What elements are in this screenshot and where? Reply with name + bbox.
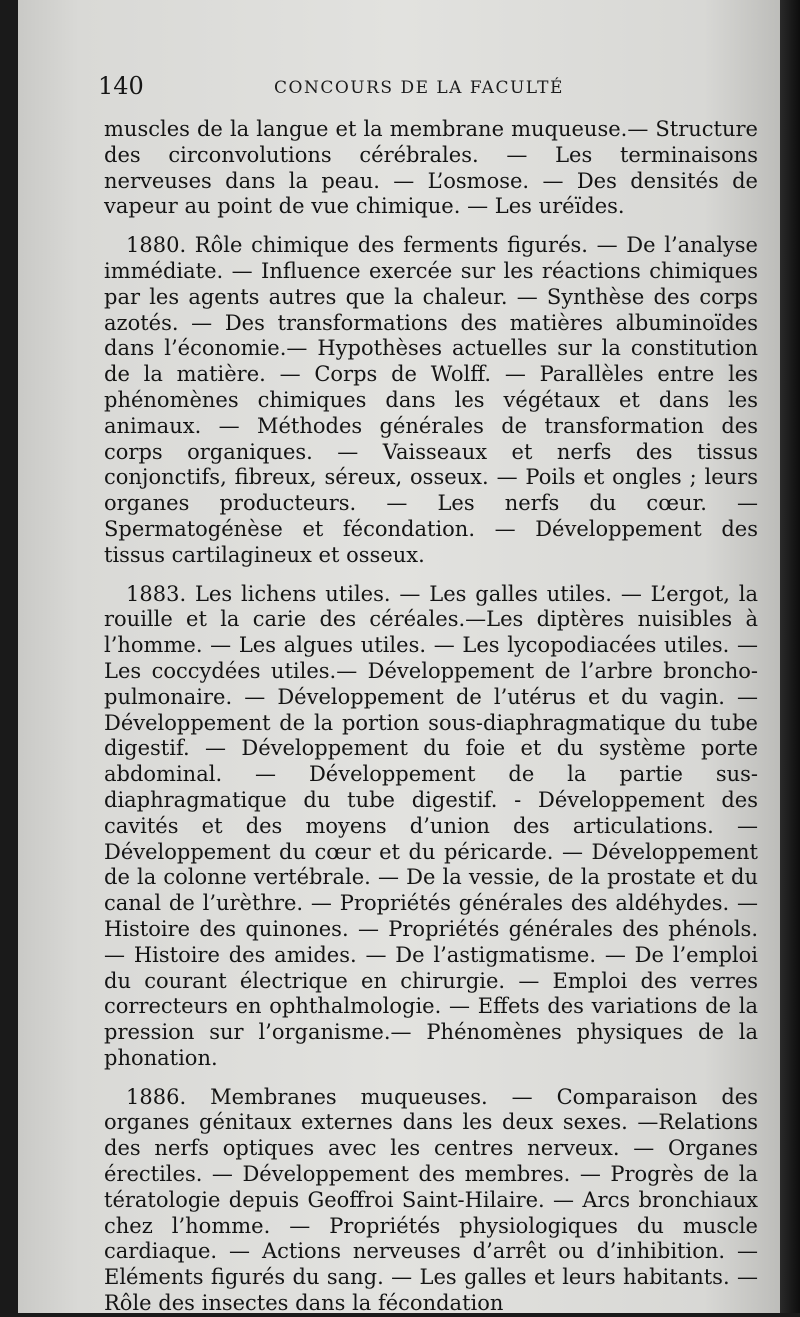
paragraph-1886 [104,1085,758,1317]
body-text [104,117,758,1317]
paragraph-text: muscles de la langue et la membrane muqueuse.— Structure des circonvolutions cérébrales. — Les terminaisons nerveuses dans la peau. — L’osmose. — Des densités de vapeur au point de vue chimique. — Les uréïdes. [104,117,758,219]
paragraph-text: Rôle chimique des ferments figurés. — De l’analyse immédiate. — Influence exercée sur les réactions chimiques par les agents autres que la chaleur. — Synthèse des corps azotés. — Des transformations des matières albuminoïdes dans l’économie.— Hypothèses actuelles sur la constitution de la matière. — Corps de Wolff. — Parallèles entre les phénomènes chimiques dans les végétaux et dans les animaux. — Méthodes générales de transformation des corps organiques. — Vaisseaux et nerfs des tissus conjonctifs, fibreux, séreux, osseux. — Poils et ongles ; leurs organes producteurs. — Les nerfs du cœur. — Spermatogénèse et fécondation. — Développement des tissus cartilagineux et osseux. [104,233,758,567]
year-label: 1883. [126,581,187,606]
paragraph-text: Membranes muqueuses. — Comparaison des organes génitaux externes dans les deux sexes. —Relations des nerfs optiques avec les centres nerveux. — Organes érectiles. — Développement des membres. — Progrès de la tératologie depuis Geoffroi Saint-Hilaire. — Arcs bronchiaux chez l’homme. — Propriétés physiologiques du muscle cardiaque. — Actions nerveuses d’arrêt ou d’inhibition. — Eléments figurés du sang. — Les galles et leurs habitants. — Rôle des insectes dans la fécondation [104,1084,758,1316]
paragraph-continuation [104,117,758,220]
year-label: 1886. [126,1084,187,1109]
paragraph-text: Les lichens utiles. — Les galles utiles. — L’ergot, la rouille et la carie des céréales.—Les diptères nuisibles à l’homme. — Les algues utiles. — Les lycopodiacées utiles. — Les coccydées utiles.— Développement de l’arbre broncho-pulmonaire. — Développement de l’utérus et du vagin. — Développement de la portion sous-diaphragmatique du tube digestif. — Développement du foie et du système porte abdominal. — Développement de la partie sus-diaphragmatique du tube digestif. - Développement des cavités et des moyens d’union des articulations. — Développement du cœur et du péricarde. — Développement de la colonne vertébrale. — De la vessie, de la prostate et du canal de l’urèthre. — Propriétés générales des aldéhydes. — Histoire des quinones. — Propriétés générales des phénols. — Histoire des amides. — De l’astigmatisme. — De l’emploi du courant électrique en chirurgie. — Emploi des verres correcteurs en ophthalmologie. — Effets des variations de la pression sur l’organisme.— Phénomènes physiques de la phonation. [104,581,758,1070]
page-number: 140 [98,72,144,100]
page-header [98,72,758,106]
year-label: 1880. [126,233,187,258]
running-title: CONCOURS DE LA FACULTÉ [274,78,564,98]
page-edge-shadow [780,0,800,1313]
paragraph-1880 [104,233,758,568]
paragraph-1883 [104,582,758,1072]
